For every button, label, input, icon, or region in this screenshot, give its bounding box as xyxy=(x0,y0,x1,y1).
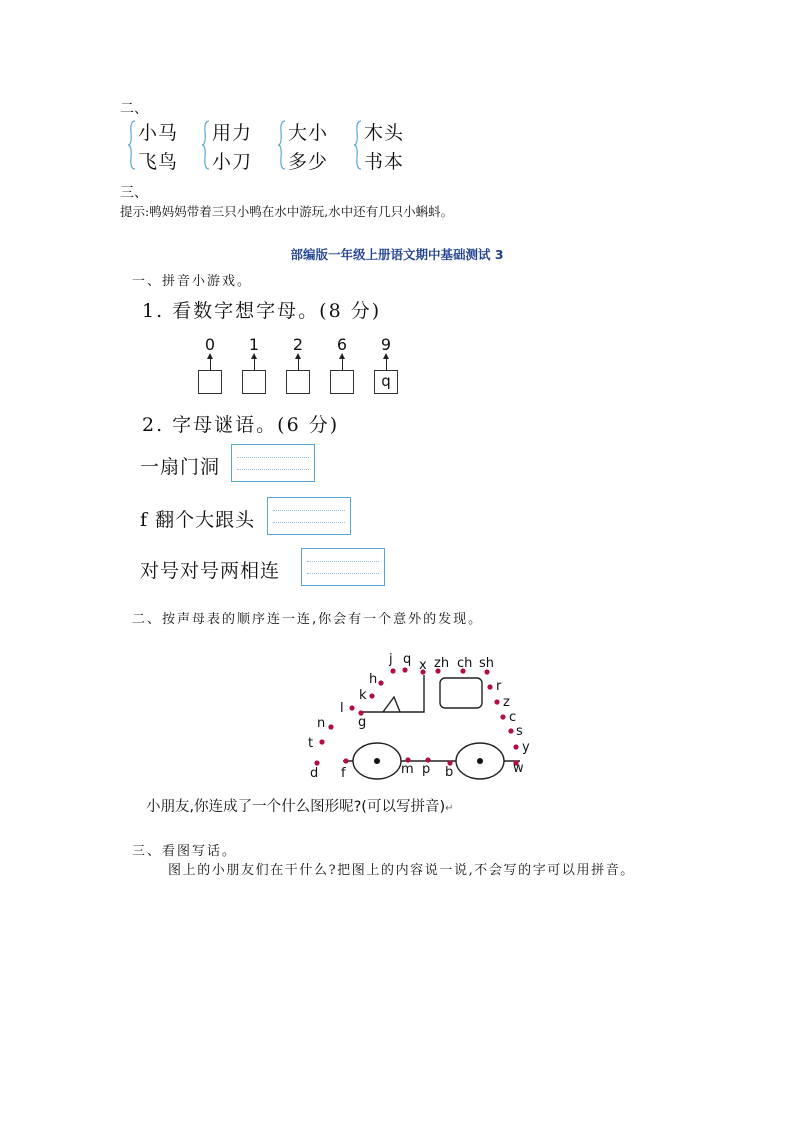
dot-s[interactable] xyxy=(508,728,513,733)
dot-label-ch: ch xyxy=(457,656,473,671)
word-bottom: 多少 xyxy=(288,151,329,173)
dot-label-n: n xyxy=(317,716,326,731)
digit-label: 6 xyxy=(336,335,348,354)
riddle-3: 对号对号两相连 xyxy=(140,560,281,582)
riddle-1: 一扇门洞 xyxy=(140,456,221,478)
word-bottom: 书本 xyxy=(364,151,405,173)
car-rear-window xyxy=(440,678,482,708)
dot-label-j: j xyxy=(389,652,393,667)
word-top: 大小 xyxy=(288,122,329,144)
dot-label-f: f xyxy=(341,766,346,781)
dot-label-t: t xyxy=(308,736,314,751)
digit-label: 1 xyxy=(248,335,260,354)
wheel-hub xyxy=(477,758,483,764)
dot-label-w: w xyxy=(513,761,524,776)
dot-label-r: r xyxy=(496,679,502,694)
hint-text: 提示:鸭妈妈带着三只小鸭在水中游玩,水中还有几只小蝌蚪。 xyxy=(120,204,454,219)
dot-j[interactable] xyxy=(390,668,395,673)
dot-label-m: m xyxy=(401,762,414,777)
section3-paragraph: 图上的小朋友们在干什么?把图上的内容说一说,不会写的字可以用拼音。 xyxy=(168,863,635,878)
dot-k[interactable] xyxy=(369,693,374,698)
word-bottom: 小刀 xyxy=(212,151,253,173)
part-three-label: 三、 xyxy=(120,185,148,201)
dot-label-zh: zh xyxy=(434,656,450,671)
dot-n[interactable] xyxy=(328,724,333,729)
dot-t[interactable] xyxy=(319,739,324,744)
dot-label-d: d xyxy=(310,766,319,781)
document-title: 部编版一年级上册语文期中基础测试 3 xyxy=(290,247,504,262)
car-window-line xyxy=(383,697,400,712)
dot-label-s: s xyxy=(516,724,523,739)
word-top: 木头 xyxy=(364,122,405,144)
return-mark-icon: ↵ xyxy=(445,803,454,814)
dot-z[interactable] xyxy=(494,699,499,704)
word-bottom: 飞鸟 xyxy=(138,151,179,173)
dot-label-x: x xyxy=(419,658,427,673)
dot-label-b: b xyxy=(445,765,454,780)
dot-r[interactable] xyxy=(487,684,492,689)
word-top: 用力 xyxy=(212,122,253,144)
dot-d[interactable] xyxy=(314,760,319,765)
digit-label: 2 xyxy=(292,335,304,354)
digit-label: 0 xyxy=(204,335,216,354)
dot-h[interactable] xyxy=(378,680,383,685)
part-two-label: 二、 xyxy=(120,101,148,117)
dot-label-c: c xyxy=(509,710,517,725)
drawing-question-text: 小朋友,你连成了一个什么图形呢?(可以写拼音) xyxy=(146,799,446,815)
dot-l[interactable] xyxy=(349,705,354,710)
dot-label-q: q xyxy=(403,652,412,667)
dot-c[interactable] xyxy=(500,714,505,719)
wheel-hub xyxy=(374,758,380,764)
dot-y[interactable] xyxy=(513,744,518,749)
dot-label-y: y xyxy=(522,740,530,755)
dot-label-k: k xyxy=(359,688,367,703)
question1-title: 1. 看数字想字母。(8 分) xyxy=(142,300,382,322)
drawing-question xyxy=(146,795,454,816)
section1-heading: 一、拼音小游戏。 xyxy=(132,274,253,289)
dot-label-sh: sh xyxy=(479,656,495,671)
dot-label-l: l xyxy=(340,701,344,716)
question2-title: 2. 字母谜语。(6 分) xyxy=(142,414,340,436)
dot-label-p: p xyxy=(422,762,431,777)
digit-label: 9 xyxy=(380,335,392,354)
section2-heading: 二、按声母表的顺序连一连,你会有一个意外的发现。 xyxy=(132,612,484,627)
riddle-2: f 翻个大跟头 xyxy=(140,509,256,531)
dot-f[interactable] xyxy=(343,758,348,763)
dot-q[interactable] xyxy=(402,667,407,672)
dot-label-g: g xyxy=(358,715,367,730)
dot-label-z: z xyxy=(503,695,510,710)
word-top: 小马 xyxy=(138,122,179,144)
answer-box-filled: q xyxy=(374,370,398,394)
dot-label-h: h xyxy=(369,672,378,687)
section3-heading: 三、看图写话。 xyxy=(132,844,238,859)
